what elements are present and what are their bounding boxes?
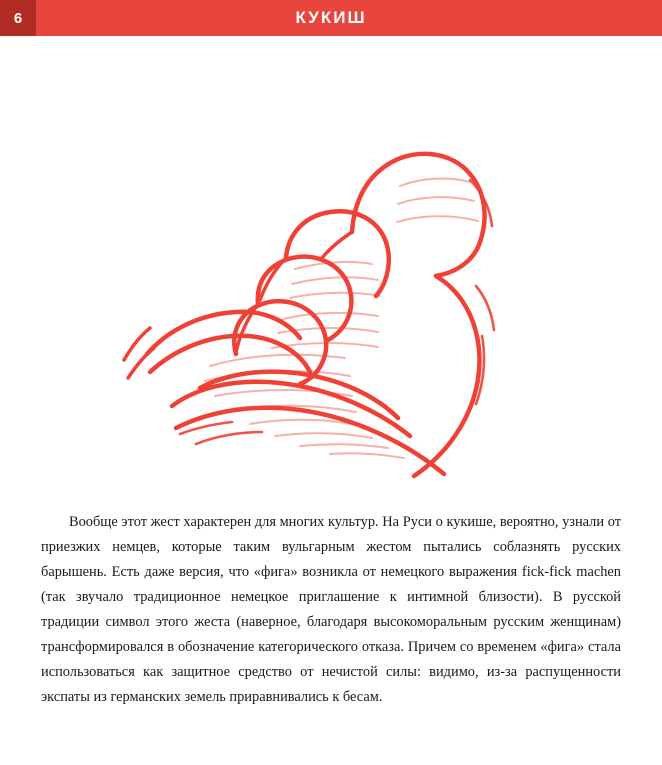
hand-gesture-illustration <box>0 36 662 491</box>
page-header <box>0 0 662 36</box>
fig-gesture-icon <box>0 36 662 491</box>
page-title: КУКИШ <box>295 8 367 27</box>
article-body: Вообще этот жест характерен для многих культур. На Руси о кукише, вероятно, узнали от приезжих немцев, которые таким вульгарным жестом пытались соблазнять русских барышень. Есть даже версия, что «фига» возникла от немецкого выражения fick-fick machen (так звучало традиционное немецкое приглашение к интимной близости). В русской традиции символ этого жеста (наверное, благодаря высокоморальным русским женщинам) трансформировался в обозначение категорического отказа. Причем со временем «фига» стала использоваться как защитное средство от нечистой силы: видимо, из-за распущенности экспаты из германских земель приравнивались к бесам. <box>41 514 621 705</box>
page-number-badge: 6 <box>0 0 36 36</box>
